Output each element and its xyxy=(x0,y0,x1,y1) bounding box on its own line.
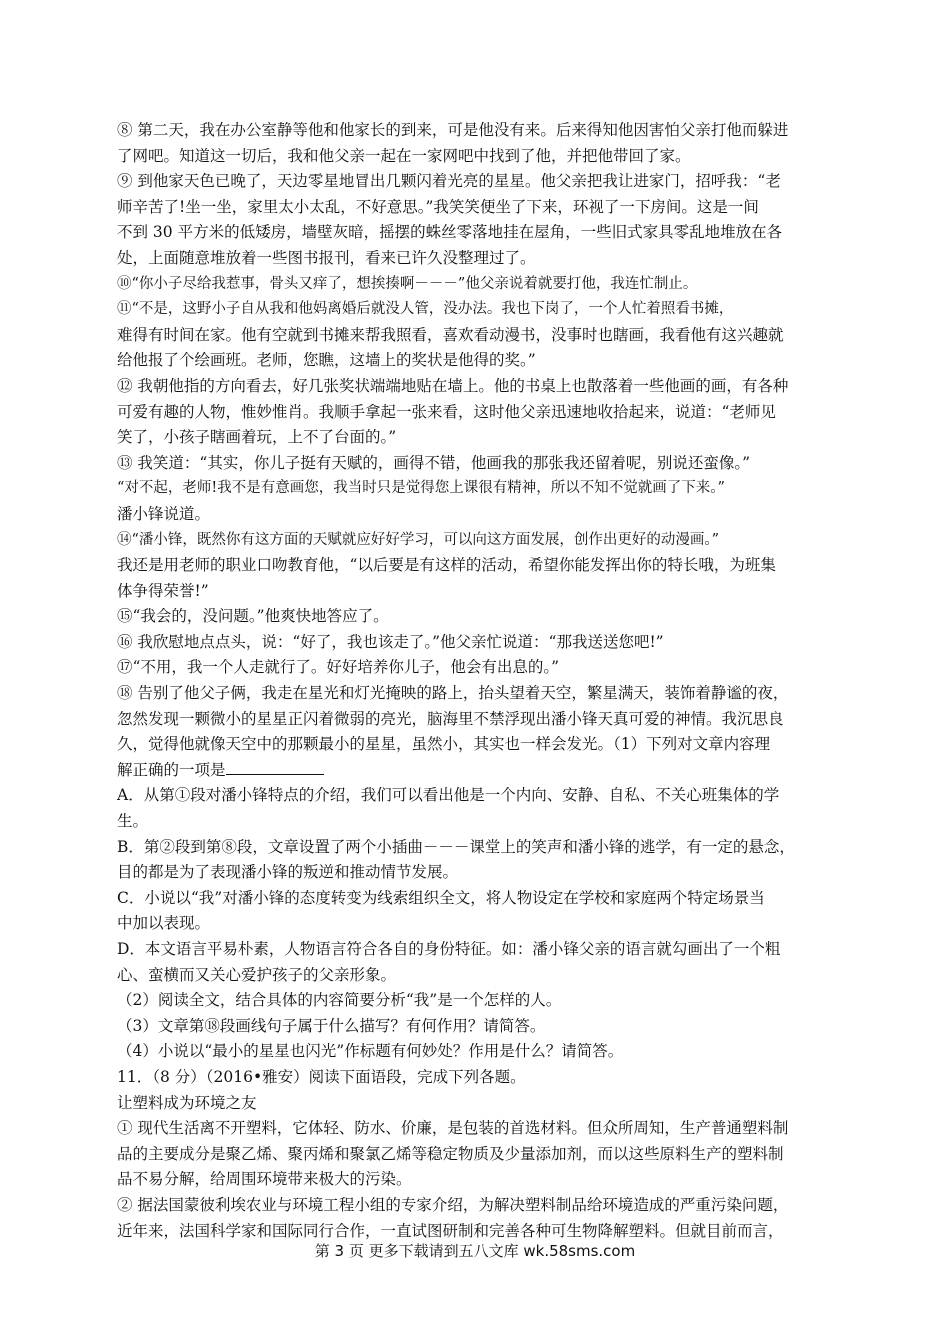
text-line: 近年来，法国科学家和国际同行合作，一直试图研制和完善各种可生物降解塑料。但就目前而言， xyxy=(117,1221,784,1240)
text-line: ⑪“不是，这野小子自从我和他妈离婚后就没人管，没办法。我也下岗了，一个人忙着照看书摊， xyxy=(117,301,734,318)
text-line: 给他报了个绘画班。老师，您瞧，这墙上的奖状是他得的奖。” xyxy=(117,351,536,370)
text-line: 难得有时间在家。他有空就到书摊来帮我照看，喜欢看动漫书，没事时也瞎画，我看他有这兴趣就 xyxy=(117,325,784,344)
option-d: D．本文语言平易朴素，人物语言符合各自的身份特征。如：潘小锋父亲的语言就勾画出了一个粗 xyxy=(117,940,781,958)
text-line: ⑯ 我欣慰地点点头，说：“好了，我也该走了。”他父亲忙说道：“那我送送您吧!” xyxy=(117,632,664,651)
text-line: 体争得荣誉!” xyxy=(117,581,209,600)
text-line: 目的都是为了表现潘小锋的叛逆和推动情节发展。 xyxy=(117,863,459,882)
text-line: ⑫ 我朝他指的方向看去，好几张奖状端端地贴在墙上。他的书桌上也散落着一些他画的画，有各种 xyxy=(117,376,789,395)
passage-title: 让塑料成为环境之友 xyxy=(117,1093,257,1112)
text-line: 笑了，小孩子瞎画着玩，上不了台面的。” xyxy=(117,428,397,447)
text-line: ⑩“你小子尽给我惹事，骨头又痒了，想挨揍啊－－－”他父亲说着就要打他，我连忙制止。 xyxy=(117,275,698,292)
text-line: ⑬ 我笑道：“其实，你儿子挺有天赋的，画得不错，他画我的那张我还留着呢，别说还蛮像。” xyxy=(117,453,751,472)
option-a: A．从第①段对潘小锋特点的介绍，我们可以看出他是一个内向、安静、自私、不关心班集体的学 xyxy=(117,786,780,805)
text-line: ⑱ 告别了他父子俩，我走在星光和灯光掩映的路上，抬头望着天空，繁星满天，装饰着静谧的夜， xyxy=(117,684,789,703)
text-line: ⑮“我会的，没问题。”他爽快地答应了。 xyxy=(117,607,389,626)
text-line: 忽然发现一颗微小的星星正闪着微弱的亮光，脑海里不禁浮现出潘小锋天真可爱的神情。我沉思良 xyxy=(117,709,784,728)
text-line: ② 据法国蒙彼利埃农业与环境工程小组的专家介绍，为解决塑料制品给环境造成的严重污染问题， xyxy=(117,1195,789,1214)
question-3: （3）文章第⑱段画线句子属于什么描写？有何作用？请简答。 xyxy=(117,1016,546,1035)
text-line: 生。 xyxy=(117,812,149,831)
document-body xyxy=(117,118,843,1244)
text-line: 处，上面随意堆放着一些图书报刊，看来已许久没整理过了。 xyxy=(117,248,536,267)
text-line: ⑭“潘小锋，既然你有这方面的天赋就应好好学习，可以向这方面发展，创作出更好的动漫画。” xyxy=(117,531,720,548)
text-line: 不到 30 平方米的低矮房，墙壁灰暗，摇摆的蛛丝零落地挂在屋角，一些旧式家具零乱地堆放在各 xyxy=(117,223,783,242)
text-line: ⑰“不用，我一个人走就行了。好好培养你儿子，他会有出息的。” xyxy=(117,658,560,677)
question-2: （2）阅读全文，结合具体的内容简要分析“我”是一个怎样的人。 xyxy=(117,991,562,1010)
text-line: 了网吧。知道这一切后，我和他父亲一起在一家网吧中找到了他，并把他带回了家。 xyxy=(117,146,691,165)
question-11-heading: 11．（8 分）（2016•雅安）阅读下面语段，完成下列各题。 xyxy=(117,1067,526,1086)
text-line: 久，觉得他就像天空中的那颗最小的星星，虽然小，其实也一样会发光。（1）下列对文章内容理 xyxy=(117,735,771,754)
text-line: 心、蛮横而又关心爱护孩子的父亲形象。 xyxy=(117,965,397,984)
answer-blank[interactable] xyxy=(226,758,324,775)
text-line: “对不起，老师!我不是有意画您，我当时只是觉得您上课很有精神，所以不知不觉就画了下来。” xyxy=(117,480,725,497)
text-line: 师辛苦了!坐一坐，家里太小太乱，不好意思。”我笑笑便坐了下来，环视了一下房间。这是一间 xyxy=(117,197,759,216)
question-prompt-line xyxy=(117,758,843,784)
text-line: ① 现代生活离不开塑料，它体轻、防水、价廉，是包装的首选材料。但众所周知，生产普通塑料制 xyxy=(117,1119,789,1138)
text-line: ⑧ 第二天，我在办公室静等他和他家长的到来，可是他没有来。后来得知他因害怕父亲打他而躲进 xyxy=(117,121,789,139)
page-footer: 第 3 页 更多下载请到五八文库 wk.58sms.com xyxy=(314,1242,636,1260)
text-line: 品的主要成分是聚乙烯、聚丙烯和聚氯乙烯等稳定物质及少量添加剂，而以这些原料生产的塑料制 xyxy=(117,1144,784,1163)
option-b: B．第②段到第⑧段，文章设置了两个小插曲－－－课堂上的笑声和潘小锋的逃学，有一定的悬念， xyxy=(117,837,795,856)
question-prompt-text: 解正确的一项是 xyxy=(117,760,226,779)
text-line: ⑨ 到他家天色已晚了，天边零星地冒出几颗闪着光亮的星星。他父亲把我让进家门，招呼我：“老 xyxy=(117,172,781,191)
text-line: 潘小锋说道。 xyxy=(117,504,211,523)
question-4: （4）小说以“最小的星星也闪光”作标题有何妙处？作用是什么？请简答。 xyxy=(117,1042,624,1061)
text-line: 可爱有趣的人物，惟妙惟肖。我顺手拿起一张来看，这时他父亲迅速地收拾起来，说道：“老师见 xyxy=(117,402,776,421)
text-line: 中加以表现。 xyxy=(117,914,211,933)
text-line: 品不易分解，给周围环境带来极大的污染。 xyxy=(117,1170,412,1189)
text-line: 我还是用老师的职业口吻教育他，“以后要是有这样的活动，希望你能发挥出你的特长哦，为班集 xyxy=(117,556,776,575)
option-c: C．小说以“我”对潘小锋的态度转变为线索组织全文，将人物设定在学校和家庭两个特定场景当 xyxy=(117,888,765,907)
